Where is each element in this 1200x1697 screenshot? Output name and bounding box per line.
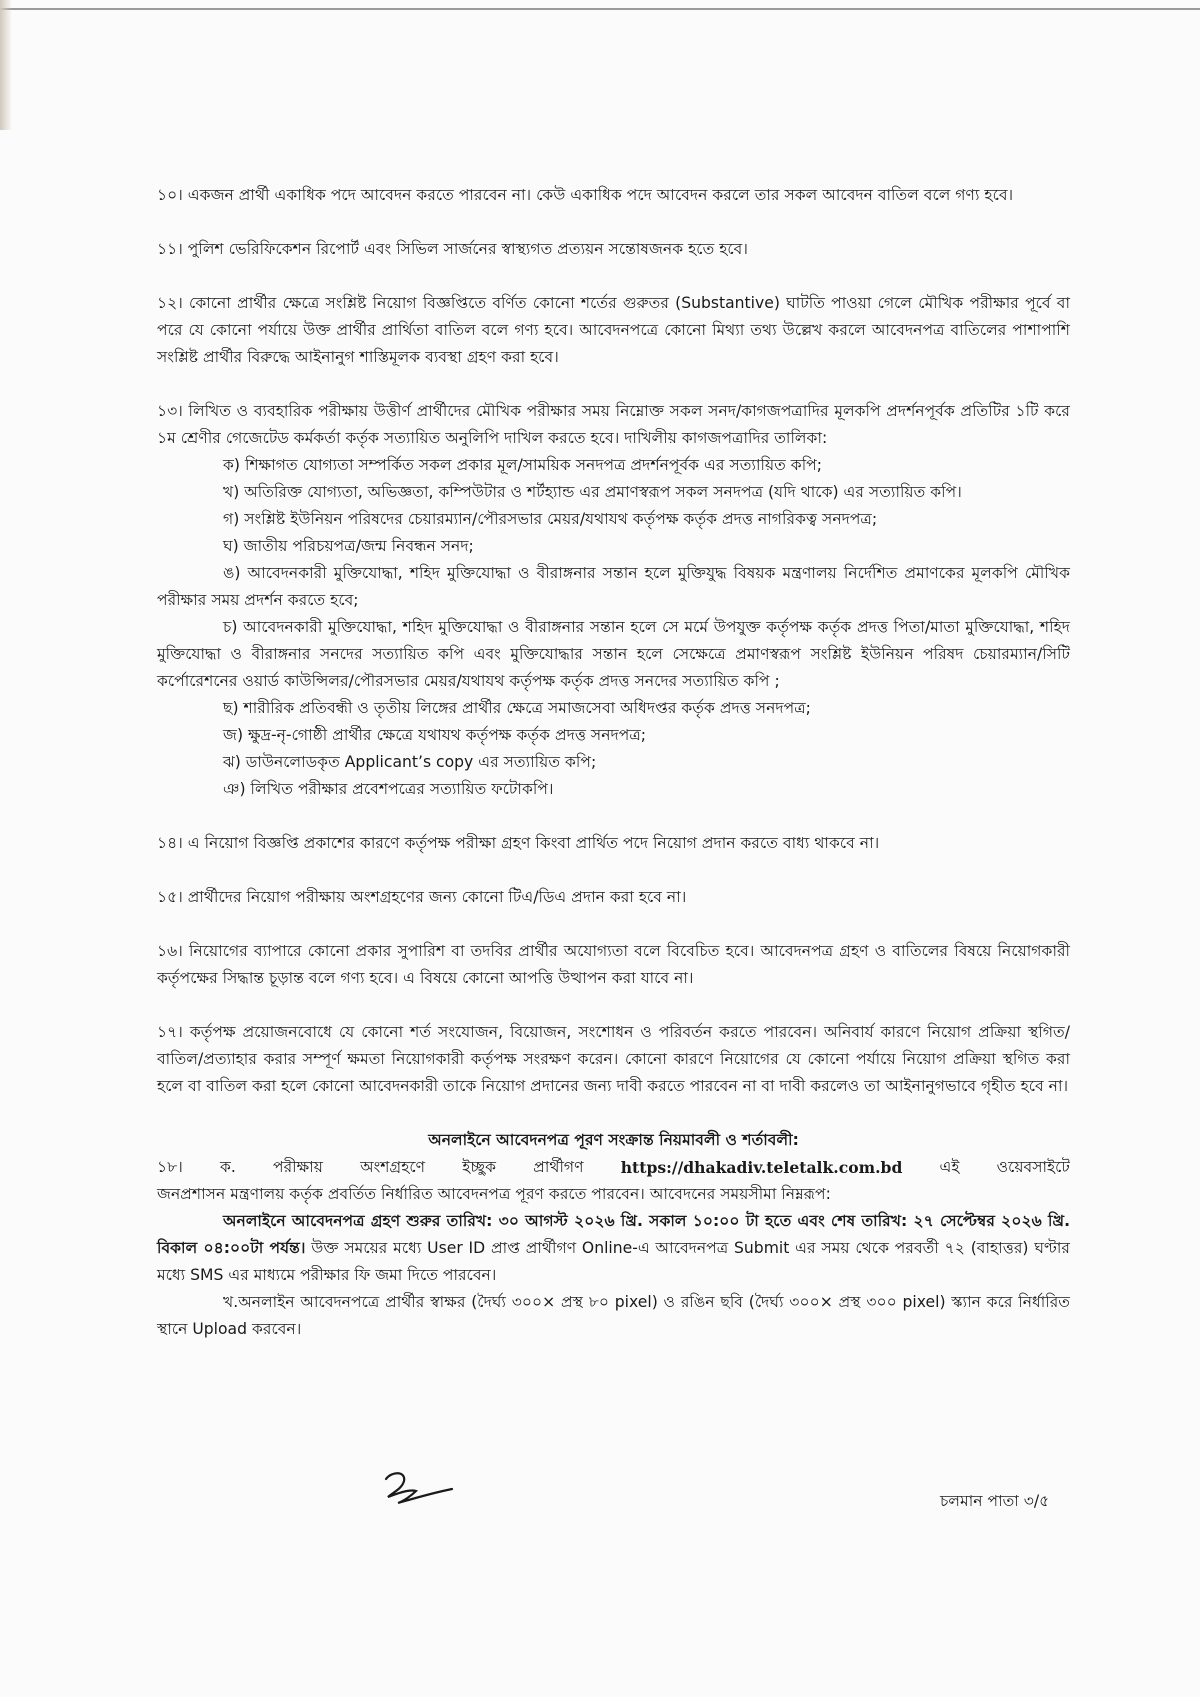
scan-edge <box>0 0 12 130</box>
list-item: ক) শিক্ষাগত যোগ্যতা সম্পর্কিত সকল প্রকার মূল/সাময়িক সনদপত্র প্রদর্শনপূর্বক এর সত্যায়িত কপি; <box>223 456 822 474</box>
clause-15: ১৫। প্রার্থীদের নিয়োগ পরীক্ষায় অংশগ্রহণের জন্য কোনো টিএ/ডিএ প্রদান করা হবে না। <box>157 888 687 906</box>
list-item: খ) অতিরিক্ত যোগ্যতা, অভিজ্ঞতা, কম্পিউটার ও শর্টহ্যান্ড এর প্রমাণস্বরূপ সকল সনদপত্র (যদি থাকে) এর সত্যায়িত কপি। <box>223 483 962 501</box>
word: অংশগ্রহণে <box>360 1158 426 1176</box>
clause-18-kha: খ.অনলাইন আবেদনপত্রে প্রার্থীর স্বাক্ষর (দৈর্ঘ্য ৩০০× প্রস্থ ৮০ pixel) ও রঙিন ছবি (দৈর্ঘ্য ৩০০× প্রস্থ ৩০০ pixel) স্ক্যান করে নির্ধারিত স্থানে Upload করবেন। <box>157 1293 1070 1338</box>
word: পরীক্ষায় <box>272 1158 323 1176</box>
application-dates-rest: উক্ত সময়ের মধ্যে User ID প্রাপ্ত প্রার্থীগণ Online-এ আবেদনপত্র Submit এর সময় থেকে পরবর্তী ৭২ (বাহাত্তর) ঘণ্টার মধ্যে SMS এর মাধ্যমে পরীক্ষার ফি জমা দিতে পারবেন। <box>157 1239 1070 1284</box>
clause-11: ১১। পুলিশ ভেরিফিকেশন রিপোর্ট এবং সিভিল সার্জনের স্বাস্থ্যগত প্রত্যয়ন সন্তোষজনক হতে হবে। <box>157 240 748 258</box>
application-dates-bold: অনলাইনে আবেদনপত্র গ্রহণ শুরুর তারিখ: ৩০ আগস্ট ২০২৬ খ্রি. সকাল ১০:০০ টা হতে এবং শেষ তারিখ: ২৭ সেপ্টেম্বর ২০২৬ খ্রি. বিকাল ০৪:০০টা পর্যন্ত। <box>157 1212 1070 1257</box>
word: এই <box>939 1158 960 1176</box>
clause-18-number: ১৮। <box>157 1158 183 1176</box>
clause-18-line2: জনপ্রশাসন মন্ত্রণালয় কর্তৃক প্রবর্তিত নির্ধারিত আবেদনপত্র পূরণ করতে পারবেন। আবেদনের সময়সীমা নিম্নরূপ: <box>157 1185 831 1203</box>
clause-10: ১০। একজন প্রার্থী একাধিক পদে আবেদন করতে পারবেন না। কেউ একাধিক পদে আবেদন করলে তার সকল আবেদন বাতিল বলে গণ্য হবে। <box>157 186 1014 204</box>
clause-12: ১২। কোনো প্রার্থীর ক্ষেত্রে সংশ্লিষ্ট নিয়োগ বিজ্ঞপ্তিতে বর্ণিত কোনো শর্তের গুরুতর (Substantive) ঘাটতি পাওয়া গেলে মৌখিক পরীক্ষার পূর্বে বা পরে যে কোনো পর্যায়ে উক্ত প্রার্থীর প্রার্থিতা বাতিল বলে গণ্য হবে। আবেদনপত্রে কোনো মিথ্যা তথ্য উল্লেখ করলে আবেদনপত্র বাতিলের পাশাপাশি সংশ্লিষ্ট প্রার্থীর বিরুদ্ধে আইনানুগ শাস্তিমূলক ব্যবস্থা গ্রহণ করা হবে। <box>157 294 1070 366</box>
list-item: ঙ) আবেদনকারী মুক্তিযোদ্ধা, শহিদ মুক্তিযোদ্ধা ও বীরাঙ্গনার সন্তান হলে মুক্তিযুদ্ধ বিষয়ক মন্ত্রণালয় নির্দেশিত প্রমাণকের মূলকপি মৌখিক পরীক্ষার সময় প্রদর্শন করতে হবে; <box>157 564 1070 609</box>
clause-13 <box>157 398 1070 803</box>
application-dates <box>157 1208 1070 1289</box>
list-item: জ) ক্ষুদ্র-নৃ-গোষ্ঠী প্রার্থীর ক্ষেত্রে যথাযথ কর্তৃপক্ষ কর্তৃক প্রদত্ত সনদপত্র; <box>223 726 647 744</box>
list-item: ছ) শারীরিক প্রতিবন্ধী ও তৃতীয় লিঙ্গের প্রার্থীর ক্ষেত্রে সমাজসেবা অধিদপ্তর কর্তৃক প্রদত্ত সনদপত্র; <box>223 699 811 717</box>
list-item: গ) সংশ্লিষ্ট ইউনিয়ন পরিষদের চেয়ারম্যান/পৌরসভার মেয়র/যথাযথ কর্তৃপক্ষ কর্তৃক প্রদত্ত নাগরিকত্ব সনদপত্র; <box>223 510 878 528</box>
list-item: ঝ) ডাউনলোডকৃত Applicant’s copy এর সত্যায়িত কপি; <box>223 753 597 771</box>
list-item: চ) আবেদনকারী মুক্তিযোদ্ধা, শহিদ মুক্তিযোদ্ধা ও বীরাঙ্গনার সন্তান হলে সে মর্মে উপযুক্ত কর্তৃপক্ষ কর্তৃক প্রদত্ত পিতা/মাতা মুক্তিযোদ্ধা, শহিদ মুক্তিযোদ্ধা ও বীরাঙ্গনার সনদের সত্যায়িত কপি এবং মুক্তিযোদ্ধার সন্তান হলে সেক্ষেত্রে প্রমাণস্বরূপ সংশ্লিষ্ট ইউনিয়ন পরিষদ চেয়ারম্যান/সিটি কর্পোরেশনের ওয়ার্ড কাউন্সিলর/পৌরসভার মেয়র/যথাযথ কর্তৃপক্ষ কর্তৃক প্রদত্ত সনদের সত্যায়িত কপি ; <box>157 618 1070 690</box>
word: প্রার্থীগণ <box>533 1158 584 1176</box>
clause-17: ১৭। কর্তৃপক্ষ প্রয়োজনবোধে যে কোনো শর্ত সংযোজন, বিয়োজন, সংশোধন ও পরিবর্তন করতে পারবেন। অনিবার্য কারণে নিয়োগ প্রক্রিয়া স্থগিত/বাতিল/প্রত্যাহার করার সম্পূর্ণ ক্ষমতা নিয়োগকারী কর্তৃপক্ষ সংরক্ষণ করেন। কোনো কারণে নিয়োগের যে কোনো পর্যায়ে নিয়োগ প্রক্রিয়া স্থগিত করা হলে বা বাতিল করা হলে কোনো আবেদনকারী তাকে নিয়োগ প্রদানের জন্য দাবী করতে পারবেন না বা দাবী করলেও তা আইনানুগভাবে গৃহীত হবে না। <box>157 1023 1070 1095</box>
list-item: ঞ) লিখিত পরীক্ষার প্রবেশপত্রের সত্যায়িত ফটোকপি। <box>223 780 554 798</box>
online-application-heading: অনলাইনে আবেদনপত্র পূরণ সংক্রান্ত নিয়মাবলী ও শর্তাবলী: <box>428 1131 799 1149</box>
word: ওয়েবসাইটে <box>996 1158 1070 1176</box>
clause-18-first-line <box>157 1154 1070 1181</box>
clause-14: ১৪। এ নিয়োগ বিজ্ঞপ্তি প্রকাশের কারণে কর্তৃপক্ষ পরীক্ষা গ্রহণ কিংবা প্রার্থিত পদে নিয়োগ প্রদান করতে বাধ্য থাকবে না। <box>157 834 880 852</box>
clause-13-intro: ১৩। লিখিত ও ব্যবহারিক পরীক্ষায় উত্তীর্ণ প্রার্থীদের মৌখিক পরীক্ষার সময় নিম্নোক্ত সকল সনদ/কাগজপত্রাদির মূলকপি প্রদর্শনপূর্বক প্রতিটির ১টি করে ১ম শ্রেণীর গেজেটেড কর্মকর্তা কর্তৃক সত্যায়িত অনুলিপি দাখিল করতে হবে। দাখিলীয় কাগজপত্রাদির তালিকা: <box>157 402 1070 447</box>
document-body <box>157 182 1070 1343</box>
word: ইচ্ছুক <box>462 1158 497 1176</box>
clause-18 <box>157 1154 1070 1343</box>
top-rule <box>0 8 1200 10</box>
website-url[interactable]: https://dhakadiv.teletalk.com.bd <box>620 1158 903 1177</box>
clause-16: ১৬। নিয়োগের ব্যাপারে কোনো প্রকার সুপারিশ বা তদবির প্রার্থীর অযোগ্যতা বলে বিবেচিত হবে। আবেদনপত্র গ্রহণ ও বাতিলের বিষয়ে নিয়োগকারী কর্তৃপক্ষের সিদ্ধান্ত চূড়ান্ত বলে গণ্য হবে। এ বিষয়ে কোনো আপত্তি উত্থাপন করা যাবে না। <box>157 942 1070 987</box>
word: ক. <box>219 1158 236 1176</box>
list-item: ঘ) জাতীয় পরিচয়পত্র/জন্ম নিবন্ধন সনদ; <box>223 537 474 555</box>
page-continuation-note: চলমান পাতা ৩/৫ <box>940 1492 1050 1510</box>
signature-mark <box>382 1467 454 1507</box>
